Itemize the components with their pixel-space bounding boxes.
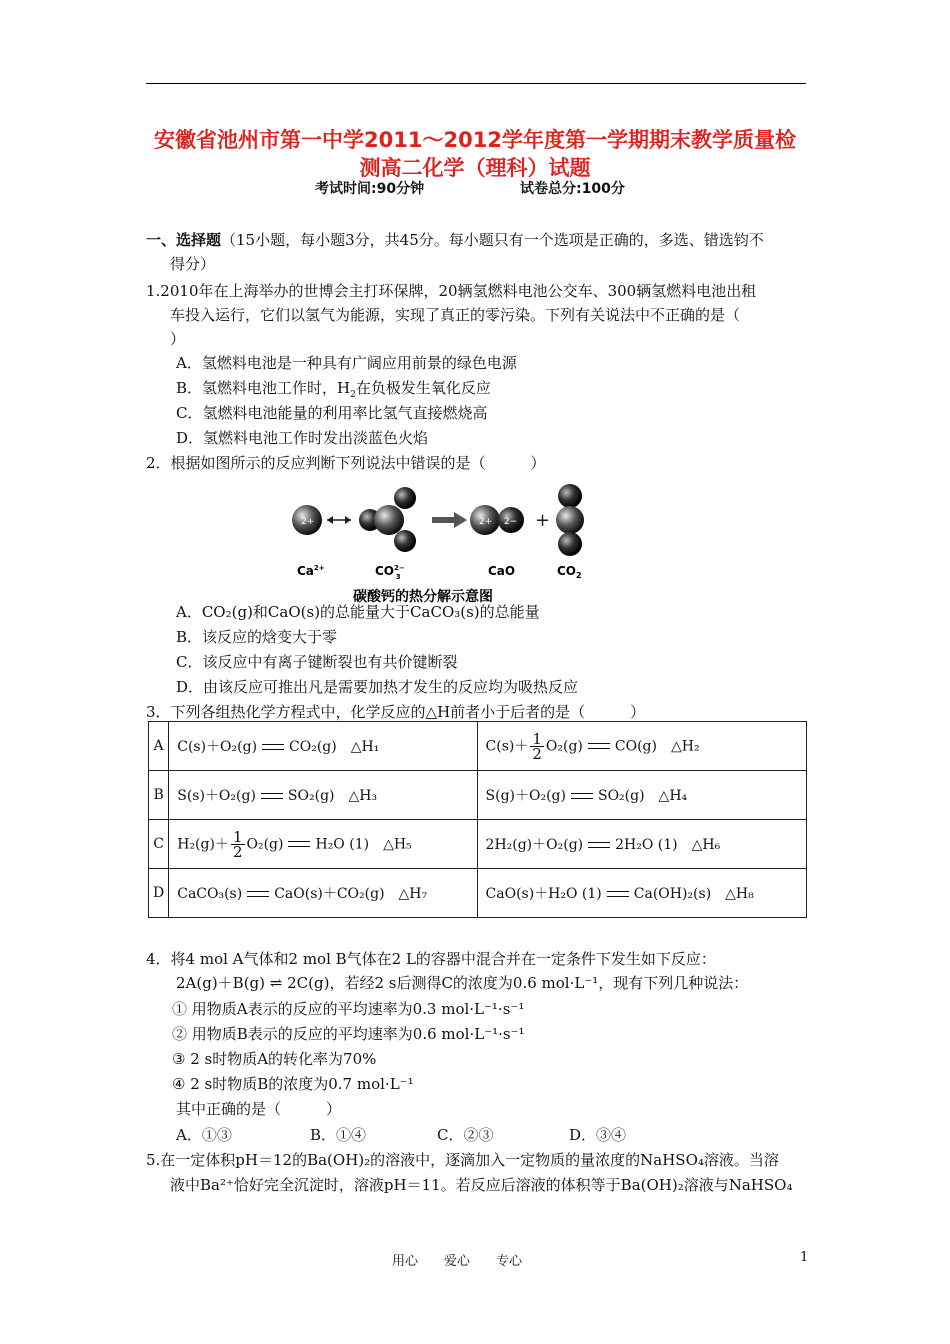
svg-text:+: + [535, 510, 551, 531]
q4-stem-line1: 4．将4 mol A气体和2 mol B气体在2 L的容器中混合并在一定条件下发生如下反应： [146, 950, 716, 968]
table-row: B S(s)＋O₂(g) SO₂(g) △H₃ S(g)＋O₂(g) SO₂(g) △H₄ [149, 771, 807, 820]
q4-statement-3: ③ 2 s时物质A的转化率为70% [172, 1050, 377, 1068]
table-row: D CaCO₃(s) CaO(s)＋CO₂(g) △H₇ CaO(s)＋H₂O (1) Ca(OH)₂(s) △H₈ [149, 869, 807, 918]
q1-option-a: A．氢燃料电池是一种具有广阔应用前景的绿色电源 [176, 354, 517, 372]
doc-title-line2: 测高二化学（理科）试题 [359, 156, 591, 180]
q2-stem: 2．根据如图所示的反应判断下列说法中错误的是（ ） [146, 454, 546, 472]
q3-equation-table [148, 721, 807, 918]
q3-stem: 3．下列各组热化学方程式中，化学反应的△H前者小于后者的是（ ） [146, 703, 646, 721]
header-rule [146, 83, 806, 84]
svg-text:2−: 2− [504, 517, 518, 527]
svg-text:2+: 2+ [301, 517, 315, 527]
svg-text:碳酸钙的热分解示意图: 碳酸钙的热分解示意图 [353, 589, 493, 605]
q4-ask: 其中正确的是（ ） [176, 1100, 342, 1118]
q4-statement-4: ④ 2 s时物质B的浓度为0.7 mol·L⁻¹ [172, 1075, 414, 1093]
exam-time: 考试时间:90分钟 [315, 181, 425, 197]
q1-stem-line1: 1.2010年在上海举办的世博会主打环保牌，20辆氢燃料电池公交车、300辆氢燃料电池出租 [146, 282, 757, 300]
table-row: C H₂(g)＋ $\frac{1}{2}$ O₂(g) H₂O (1) △H₅ 2H₂(g)＋O₂(g) 2H₂O (1) △H₆ [149, 820, 807, 869]
q5-stem-line1: 5.在一定体积pH＝12的Ba(OH)₂的溶液中，逐滴加入一定物质的量浓度的NaHSO₄溶液。当溶 [146, 1151, 779, 1169]
table-row: A C(s)＋O₂(g) CO₂(g) △H₁ C(s)＋ $\frac{1}{2}$ O₂(g) CO(g) △H₂ [149, 722, 807, 771]
q4-option-a: A．①③ [176, 1126, 232, 1144]
q4-option-b: B．①④ [310, 1126, 367, 1144]
q4-stem-line2: 2A(g)＋B(g) ⇌ 2C(g)，若经2 s后测得C的浓度为0.6 mol·L⁻¹，现有下列几种说法： [176, 974, 749, 992]
section1-heading: 一、选择题 [146, 231, 222, 249]
q4-option-d: D．③④ [569, 1126, 627, 1144]
section1-note: （15小题，每小题3分，共45分。每小题只有一个选项是正确的，多选、错选钧不 [221, 231, 764, 249]
page-number: 1 [800, 1250, 809, 1265]
q4-statement-2: ② 用物质B表示的反应的平均速率为0.6 mol·L⁻¹·s⁻¹ [172, 1025, 525, 1043]
total-score: 试卷总分:100分 [520, 181, 625, 197]
q2-option-b: B．该反应的焓变大于零 [176, 628, 338, 646]
svg-text:CaO: CaO [488, 564, 516, 578]
doc-title-line1: 安徽省池州市第一中学2011～2012学年度第一学期期末教学质量检 [154, 128, 796, 152]
q5-stem-line2: 液中Ba²⁺恰好完全沉淀时，溶液pH＝11。若反应后溶液的体积等于Ba(OH)₂溶液与NaHSO₄ [170, 1176, 793, 1194]
q4-option-c: C．②③ [437, 1126, 494, 1144]
q2-option-d: D．由该反应可推出凡是需要加热才发生的反应均为吸热反应 [176, 678, 579, 696]
q2-option-c: C．该反应中有离子键断裂也有共价键断裂 [176, 653, 458, 671]
q1-option-d: D．氢燃料电池工作时发出淡蓝色火焰 [176, 429, 429, 447]
q4-statement-1: ① 用物质A表示的反应的平均速率为0.3 mol·L⁻¹·s⁻¹ [172, 1000, 525, 1018]
q2-option-a: A．CO₂(g)和CaO(s)的总能量大于CaCO₃(s)的总能量 [176, 603, 540, 621]
calcium-carbonate-diagram [285, 478, 595, 608]
svg-text:2+: 2+ [479, 517, 493, 527]
q1-stem-line2: 车投入运行，它们以氢气为能源，实现了真正的零污染。下列有关说法中不正确的是（ [170, 306, 741, 324]
q1-option-b: B．氢燃料电池工作时，$H_2$在负极发生氧化反应 [176, 379, 491, 400]
section1-heading-line [146, 229, 764, 250]
section1-note-cont: 得分） [170, 255, 216, 273]
footer-motto: 用心 爱心 专心 [392, 1254, 523, 1269]
svg-text:CO2: $CO_2$ [557, 564, 582, 580]
svg-text:Ca2+: $Ca^{2+}$ [297, 564, 325, 578]
svg-text:CO2−3: $CO^{2-}$ 3 [375, 564, 405, 581]
q1-stem-line3: ） [170, 330, 186, 348]
q1-option-c: C．氢燃料电池能量的利用率比氢气直接燃烧高 [176, 404, 488, 422]
